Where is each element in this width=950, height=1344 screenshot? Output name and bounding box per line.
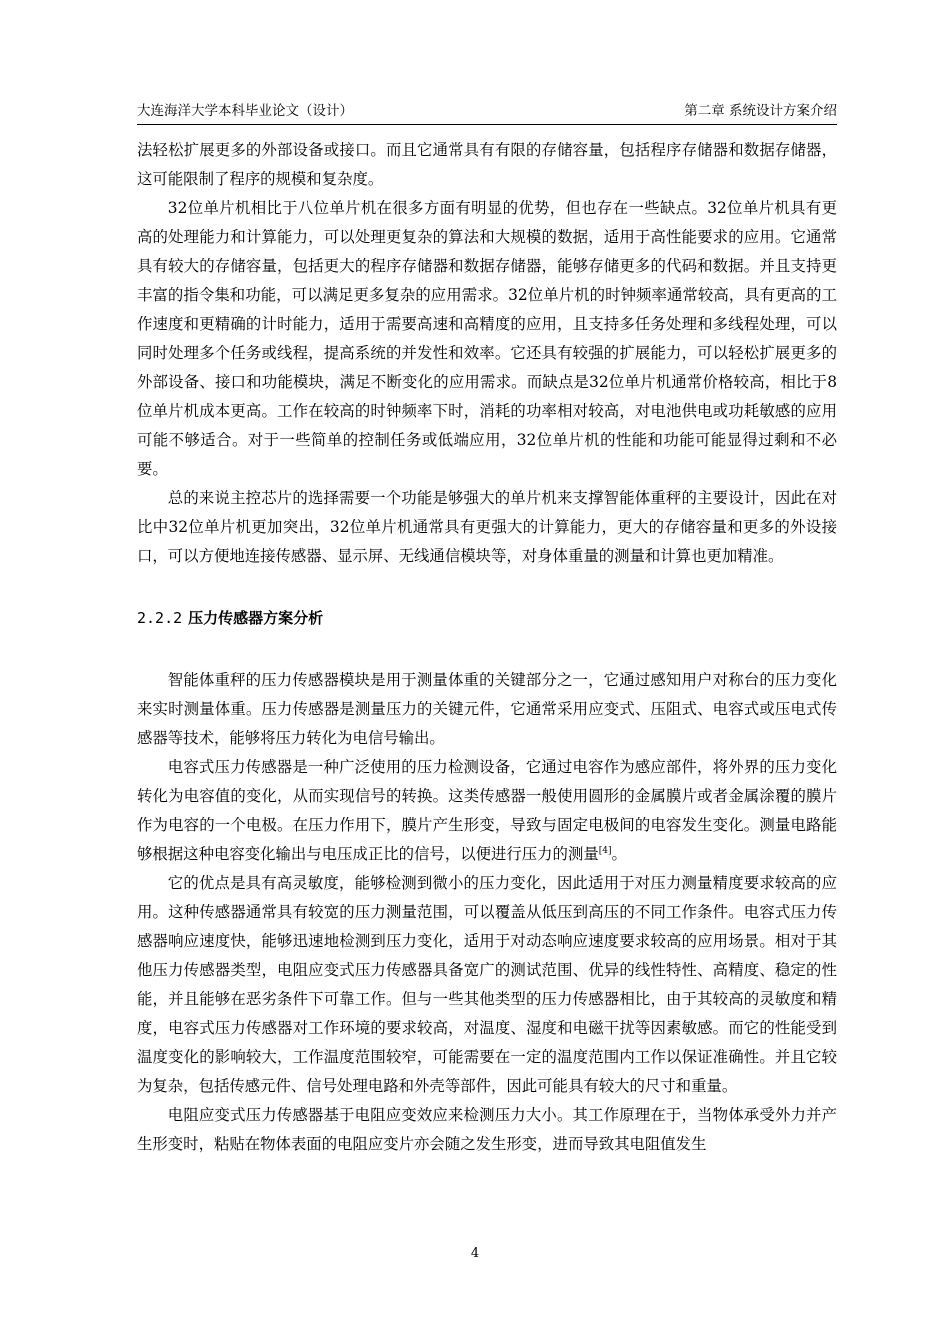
paragraph-pressure-sensor-intro: 智能体重秤的压力传感器模块是用于测量体重的关键部分之一，它通过感知用户对称台的压力变化来实时测量体重。压力传感器是测量压力的关键元件，它通常采用应变式、压阻式、电容式或压电式传感器等技术，能够将压力转化为电信号输出。 <box>137 671 837 747</box>
page-body <box>137 136 837 1159</box>
paragraph-end-punctuation: 。 <box>611 845 627 863</box>
section-title: 压力传感器方案分析 <box>188 609 324 627</box>
paragraph-capacitive-sensor <box>137 753 837 869</box>
paragraph-strain-gauge-sensor: 电阻应变式压力传感器基于电阻应变效应来检测压力大小。其工作原理在于，当物体承受外力并产生形变时，粘贴在物体表面的电阻应变片亦会随之发生形变，进而导致其电阻值发生 <box>137 1106 837 1153</box>
citation-reference: [4] <box>598 845 612 856</box>
paragraph-capacitive-pros-cons: 它的优点是具有高灵敏度，能够检测到微小的压力变化，因此适用于对压力测量精度要求较高的应用。这种传感器通常具有较宽的压力测量范围，可以覆盖从低压到高压的不同工作条件。电容式压力传感器响应速度快，能够迅速地检测到压力变化，适用于对动态响应速度要求较高的应用场景。相对于其他压力传感器类型，电阻应变式压力传感器具备宽广的测试范围、优异的线性特性、高精度、稳定的性能，并且能够在恶劣条件下可靠工作。但与一些其他类型的压力传感器相比，由于其较高的灵敏度和精度，电容式压力传感器对工作环境的要求较高，对温度、湿度和电磁干扰等因素敏感。而它的性能受到温度变化的影响较大，工作温度范围较窄，可能需要在一定的温度范围内工作以保证准确性。并且它较为复杂，包括传感元件、信号处理电路和外壳等部件，因此可能具有较大的尺寸和重量。 <box>137 874 837 1095</box>
page-number: 4 <box>470 1246 480 1261</box>
paragraph-32bit-mcu: 32位单片机相比于八位单片机在很多方面有明显的优势，但也存在一些缺点。32位单片机具有更高的处理能力和计算能力，可以处理更复杂的算法和大规模的数据，适用于高性能要求的应用。它通常具有较大的存储容量，包括更大的程序存储器和数据存储器，能够存储更多的代码和数据。并且支持更丰富的指令集和功能，可以满足更多复杂的应用需求。32位单片机的时钟频率通常较高，具有更高的工作速度和更精确的计时能力，适用于需要高速和高精度的应用，且支持多任务处理和多线程处理，可以同时处理多个任务或线程，提高系统的并发性和效率。它还具有较强的扩展能力，可以轻松扩展更多的外部设备、接口和功能模块，满足不断变化的应用需求。而缺点是32位单片机通常价格较高，相比于8位单片机成本更高。工作在较高的时钟频率下时，消耗的功率相对较高，对电池供电或功耗敏感的应用可能不够适合。对于一些简单的控制任务或低端应用，32位单片机的性能和功能可能显得过剩和不必要。 <box>137 199 837 478</box>
header-thesis-title: 大连海洋大学本科毕业论文（设计） <box>137 103 353 119</box>
running-header <box>137 98 837 125</box>
section-number: 2.2.2 <box>137 609 183 627</box>
paragraph-continued: 法轻松扩展更多的外部设备或接口。而且它通常具有有限的存储容量，包括程序存储器和数据存储器，这可能限制了程序的规模和复杂度。 <box>137 141 837 188</box>
header-chapter-title: 第二章 系统设计方案介绍 <box>684 103 837 119</box>
paragraph-text: 电容式压力传感器是一种广泛使用的压力检测设备，它通过电容作为感应部件，将外界的压力变化转化为电容值的变化，从而实现信号的转换。这类传感器一般使用圆形的金属膜片或者金属涂覆的膜片作为电容的一个电极。在压力作用下，膜片产生形变，导致与固定电极间的电容发生变化。测量电路能够根据这种电容变化输出与电压成正比的信号，以便进行压力的测量 <box>137 758 837 863</box>
paragraph-summary: 总的来说主控芯片的选择需要一个功能是够强大的单片机来支撑智能体重秤的主要设计，因此在对比中32位单片机更加突出，32位单片机通常具有更强大的计算能力，更大的存储容量和更多的外设接口，可以方便地连接传感器、显示屏、无线通信模块等，对身体重量的测量和计算也更加精准。 <box>137 489 837 565</box>
section-heading <box>137 604 837 633</box>
